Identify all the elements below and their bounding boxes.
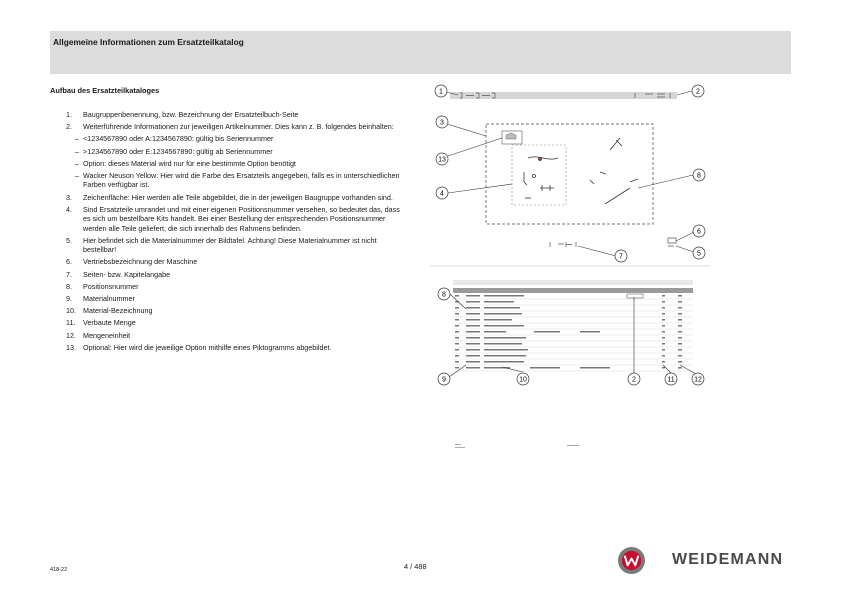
item-text: Hier befindet sich die Materialnummer der Bildtafel. Achtung! Diese Materialnummer ist nicht bestellbar! <box>83 235 377 255</box>
callout-8b <box>438 288 450 300</box>
list-item <box>50 306 408 315</box>
callout-2b <box>628 373 640 385</box>
callout-5 <box>693 247 705 259</box>
callout-6 <box>693 225 705 237</box>
callout-12 <box>692 373 704 385</box>
list-item <box>50 343 408 352</box>
callout-8 <box>693 169 705 181</box>
item-number: 12. <box>66 330 76 340</box>
item-number: 8. <box>66 281 72 291</box>
item-number: 9. <box>66 294 72 304</box>
item-number: 11. <box>66 318 76 328</box>
callout-1 <box>435 85 447 97</box>
callout-circles <box>435 85 705 385</box>
callout-13 <box>436 153 448 165</box>
svg-text:9: 9 <box>442 376 446 384</box>
explanation-list <box>50 110 408 355</box>
item-bullet: – <box>75 134 79 144</box>
item-number: 13. <box>66 342 76 352</box>
svg-text:2: 2 <box>632 376 636 384</box>
weidemann-logo-icon <box>617 546 646 575</box>
item-text: Weiterführende Informationen zur jeweiligen Artikelnummer. Dies kann z. B. folgendes beinhalten: <box>83 122 394 132</box>
callout-leaders <box>446 91 696 377</box>
item-text: Optional: Hier wird die jeweilige Option mithilfe eines Piktogramms abgebildet. <box>83 342 332 352</box>
parts-list-table <box>453 280 693 371</box>
item-number: 2. <box>66 122 72 132</box>
list-subitem <box>50 134 408 143</box>
list-item <box>50 110 408 119</box>
svg-text:13: 13 <box>438 156 446 164</box>
page-number: 4 / 488 <box>404 562 427 571</box>
callout-3 <box>436 116 448 128</box>
item-bullet: – <box>75 171 79 181</box>
list-item <box>50 257 408 266</box>
item-number: 5. <box>66 235 72 245</box>
page-title: Allgemeine Informationen zum Ersatzteilkatalog <box>53 37 244 47</box>
item-text: Mengeneinheit <box>83 330 131 340</box>
list-subitem <box>50 159 408 168</box>
callout-2 <box>692 85 704 97</box>
callout-7 <box>615 250 627 262</box>
svg-text:1: 1 <box>439 88 443 96</box>
svg-text:6: 6 <box>697 228 701 236</box>
list-item <box>50 294 408 303</box>
item-text: Materialnummer <box>83 294 135 304</box>
item-text: Baugruppenbenennung, bzw. Bezeichnung der Ersatzteilbuch-Seite <box>83 110 299 119</box>
item-text: >1234567890 oder E:1234567890: gültig ab Seriennummer <box>83 146 273 156</box>
item-text: Verbaute Menge <box>83 318 136 328</box>
header-bar <box>50 31 791 74</box>
catalog-example-figure <box>430 80 715 440</box>
svg-text:7: 7 <box>619 253 623 261</box>
list-item <box>50 282 408 291</box>
item-text: Zeichenfläche: Hier werden alle Teile abgebildet, die in der jeweiligen Baugruppe vorhanden sind. <box>83 192 393 202</box>
svg-text:3: 3 <box>440 119 444 127</box>
list-subitem <box>50 171 408 190</box>
svg-text:5: 5 <box>697 250 701 258</box>
parts-sketch <box>524 138 638 204</box>
item-text: <1234567890 oder A:1234567890: gültig bis Seriennummer <box>83 134 274 144</box>
item-text: Vertriebsbezeichnung der Maschine <box>83 257 198 267</box>
list-item <box>50 205 408 233</box>
item-number: 4. <box>66 204 72 214</box>
item-text: Option: dieses Material wird nur für eine bestimmte Option benötigt <box>83 158 296 168</box>
document-code: 418-22 <box>50 567 68 573</box>
item-text: Positionsnummer <box>83 281 139 291</box>
list-item <box>50 122 408 131</box>
item-text: Seiten- bzw. Kapitelangabe <box>83 269 171 279</box>
callout-10 <box>517 373 529 385</box>
item-number: 6. <box>66 257 72 267</box>
list-item <box>50 236 408 255</box>
item-bullet: – <box>75 158 79 168</box>
item-text: Wacker Neuson Yellow: Hier wird die Farbe des Ersatzteils angegeben, falls es in unterschiedlichen Farben verfügbar ist. <box>83 171 400 190</box>
item-bullet: – <box>75 146 79 156</box>
item-number: 7. <box>66 269 72 279</box>
item-number: 10. <box>66 306 76 316</box>
list-item <box>50 193 408 202</box>
svg-text:10: 10 <box>519 376 527 384</box>
callout-4 <box>436 187 448 199</box>
list-subitem <box>50 147 408 156</box>
svg-text:12: 12 <box>694 376 702 384</box>
list-item <box>50 331 408 340</box>
svg-text:8: 8 <box>697 172 701 180</box>
callout-11 <box>665 373 677 385</box>
svg-text:2: 2 <box>696 88 700 96</box>
item-number: 1. <box>66 110 72 119</box>
item-text: Material-Bezeichnung <box>83 306 153 316</box>
svg-text:8: 8 <box>442 291 446 299</box>
svg-text:4: 4 <box>440 190 444 198</box>
kit-frame <box>512 145 566 205</box>
list-item <box>50 318 408 327</box>
item-text: Sind Ersatzteile umrandet und mit einer eigenen Positionsnummer versehen, so bedeutet das, dass es sich um bestellbare Kits handelt. Bei einer Bestellung der entsprechenden Positionsnummer werden alle Teile geliefert, die sich innerhalb des Rahmens befinden. <box>83 204 400 233</box>
callout-9 <box>438 373 450 385</box>
list-item <box>50 270 408 279</box>
item-number: 3. <box>66 192 72 202</box>
svg-text:11: 11 <box>667 376 675 384</box>
brand-wordmark: WEIDEMANN <box>672 551 784 568</box>
example-page-footer-marks <box>455 443 635 453</box>
section-title: Aufbau des Ersatzteilkataloges <box>50 86 160 95</box>
